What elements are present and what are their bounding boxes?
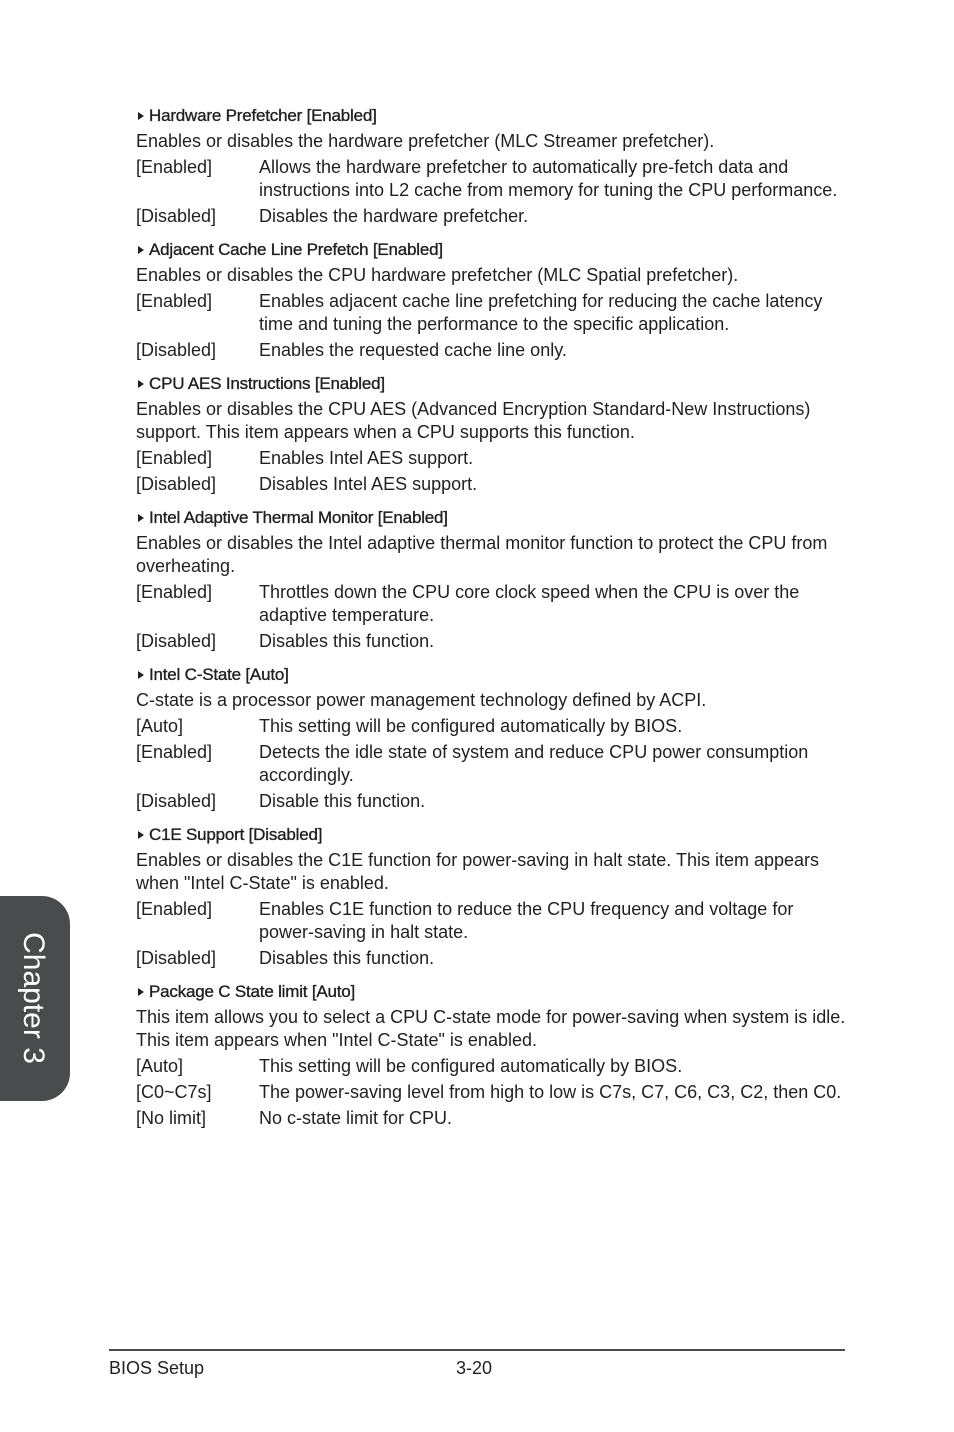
triangle-bullet-icon — [138, 380, 144, 388]
setting-title: CPU AES Instructions [Enabled] — [149, 374, 385, 393]
option-key: [No limit] — [136, 1108, 207, 1128]
option-row — [136, 447, 848, 470]
option-text: Detects the idle state of system and reduce CPU power consumption accordingly. — [259, 742, 809, 785]
option-key: [Enabled] — [136, 742, 213, 762]
option-text: Disable this function. — [259, 791, 426, 811]
option-text: Enables C1E function to reduce the CPU frequency and voltage for power-saving in halt state. — [259, 899, 794, 942]
setting-description: C-state is a processor power management technology defined by ACPI. — [136, 690, 707, 710]
option-key: [Disabled] — [136, 340, 217, 360]
option-key: [Enabled] — [136, 448, 213, 468]
option-text: Disables the hardware prefetcher. — [259, 206, 529, 226]
setting-description: Enables or disables the Intel adaptive thermal monitor function to protect the CPU from overheating. — [136, 533, 828, 576]
triangle-bullet-icon — [138, 831, 144, 839]
setting-title: C1E Support [Disabled] — [149, 825, 323, 844]
option-key: [C0~C7s] — [136, 1082, 212, 1102]
setting-package-c-state-limit — [136, 980, 848, 1130]
option-text: Allows the hardware prefetcher to automatically pre-fetch data and instructions into L2 cache from memory for tuning the CPU performance. — [259, 157, 838, 200]
footer-section-title: BIOS Setup — [109, 1358, 205, 1378]
option-text: The power-saving level from high to low is C7s, C7, C6, C3, C2, then C0. — [259, 1082, 842, 1102]
triangle-bullet-icon — [138, 671, 144, 679]
triangle-bullet-icon — [138, 112, 144, 120]
option-key: [Disabled] — [136, 631, 217, 651]
setting-description: Enables or disables the CPU hardware prefetcher (MLC Spatial prefetcher). — [136, 265, 739, 285]
option-row — [136, 205, 848, 228]
setting-description: Enables or disables the C1E function for power-saving in halt state. This item appears when "Intel C-State" is enabled. — [136, 850, 820, 893]
page-number: 3-20 — [456, 1358, 493, 1378]
option-row — [136, 290, 848, 336]
option-key: [Enabled] — [136, 899, 213, 919]
option-text: No c-state limit for CPU. — [259, 1108, 453, 1128]
option-row — [136, 898, 848, 944]
setting-cpu-aes-instructions — [136, 372, 848, 496]
triangle-bullet-icon — [138, 514, 144, 522]
manual-content — [136, 104, 848, 1140]
setting-title: Intel C-State [Auto] — [149, 665, 289, 684]
option-key: [Enabled] — [136, 291, 213, 311]
option-row — [136, 1055, 848, 1078]
setting-c1e-support — [136, 823, 848, 970]
option-row — [136, 1081, 848, 1104]
option-key: [Auto] — [136, 716, 184, 736]
option-row — [136, 1107, 848, 1130]
setting-description: Enables or disables the hardware prefetcher (MLC Streamer prefetcher). — [136, 131, 715, 151]
option-key: [Disabled] — [136, 791, 217, 811]
option-key: [Enabled] — [136, 157, 213, 177]
option-text: Enables Intel AES support. — [259, 448, 474, 468]
option-text: Disables this function. — [259, 948, 435, 968]
option-text: Enables adjacent cache line prefetching for reducing the cache latency time and tuning the performance to the specific application. — [259, 291, 823, 334]
option-row — [136, 473, 848, 496]
option-text: Throttles down the CPU core clock speed when the CPU is over the adaptive temperature. — [259, 582, 800, 625]
setting-intel-adaptive-thermal-monitor — [136, 506, 848, 653]
setting-title: Package C State limit [Auto] — [149, 982, 356, 1001]
option-row — [136, 790, 848, 813]
option-key: [Disabled] — [136, 474, 217, 494]
triangle-bullet-icon — [138, 246, 144, 254]
setting-adjacent-cache-line-prefetch — [136, 238, 848, 362]
option-key: [Enabled] — [136, 582, 213, 602]
option-row — [136, 715, 848, 738]
option-row — [136, 741, 848, 787]
option-row — [136, 339, 848, 362]
setting-title: Intel Adaptive Thermal Monitor [Enabled] — [149, 508, 448, 527]
triangle-bullet-icon — [138, 988, 144, 996]
setting-title: Adjacent Cache Line Prefetch [Enabled] — [149, 240, 443, 259]
option-row — [136, 630, 848, 653]
option-key: [Disabled] — [136, 948, 217, 968]
option-key: [Auto] — [136, 1056, 184, 1076]
option-row — [136, 947, 848, 970]
chapter-tab-label: Chapter 3 — [17, 932, 50, 1064]
setting-title: Hardware Prefetcher [Enabled] — [149, 106, 377, 125]
setting-description: Enables or disables the CPU AES (Advanced Encryption Standard-New Instructions) support. This item appears when a CPU supports this function. — [136, 399, 811, 442]
option-key: [Disabled] — [136, 206, 217, 226]
footer-divider — [109, 1349, 845, 1351]
option-text: Enables the requested cache line only. — [259, 340, 567, 360]
option-row — [136, 581, 848, 627]
setting-hardware-prefetcher — [136, 104, 848, 228]
setting-intel-c-state — [136, 663, 848, 813]
option-row — [136, 156, 848, 202]
option-text: This setting will be configured automatically by BIOS. — [259, 716, 683, 736]
option-text: This setting will be configured automatically by BIOS. — [259, 1056, 683, 1076]
option-text: Disables this function. — [259, 631, 435, 651]
setting-description: This item allows you to select a CPU C-state mode for power-saving when system is idle. This item appears when "Intel C-State" is enabled. — [136, 1007, 846, 1050]
option-text: Disables Intel AES support. — [259, 474, 478, 494]
